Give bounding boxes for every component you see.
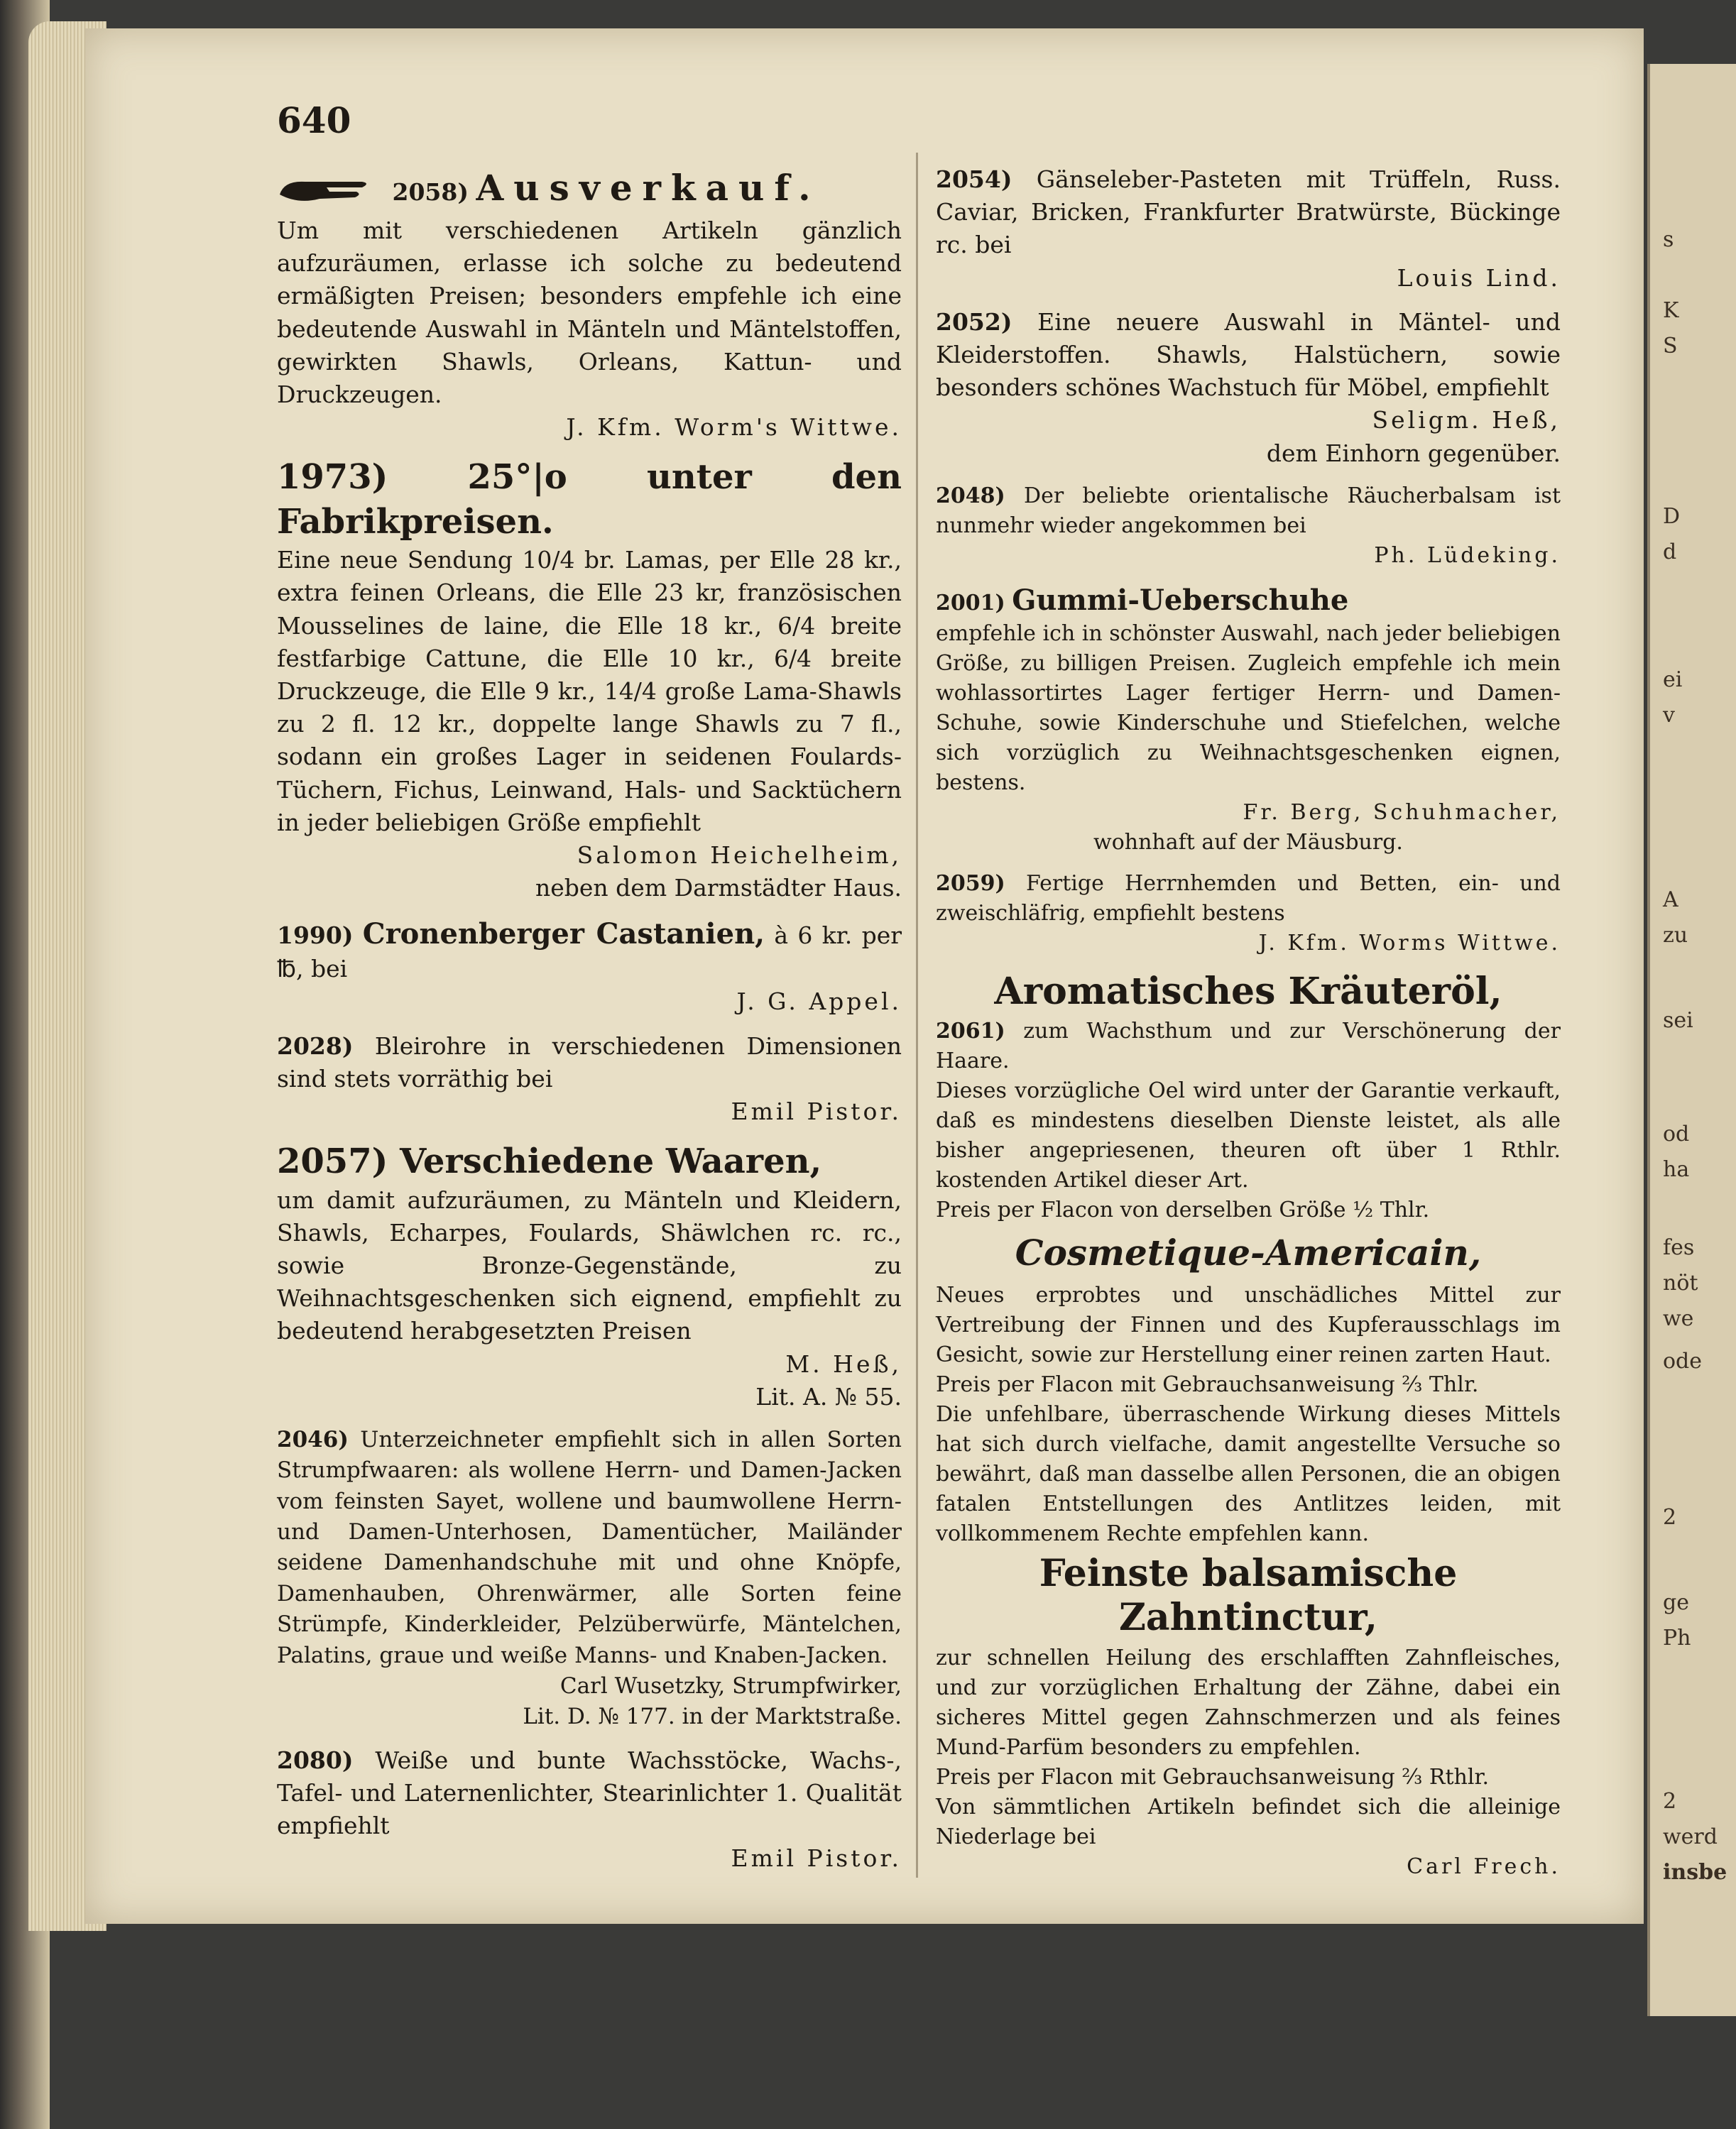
- next-page-fragment: A: [1663, 887, 1678, 912]
- ad-signature: Emil Pistor.: [731, 1844, 902, 1873]
- ad-body-4: zur schnellen Heilung des erschlafften Zahnfleisches, und zur vorzüglichen Erhaltung der Zähne, dabei ein sicheres Mittel gegen Zahnschmerzen und als feines Mund-Parfüm besonders zu empfehlen.: [936, 1645, 1561, 1760]
- page-number: 640: [277, 99, 351, 141]
- ad-2001: [936, 582, 1561, 858]
- ad-address: wohnhaft auf der Mäusburg.: [1093, 829, 1403, 855]
- ad-1973: [277, 455, 902, 904]
- ad-number: 2048): [936, 483, 1005, 508]
- ad-signature: Salomon Heichelheim,: [577, 841, 902, 869]
- ad-title: Ausverkauf.: [476, 167, 821, 209]
- ad-body: Gänseleber-Pasteten mit Trüffeln, Russ. Caviar, Bricken, Frankfurter Bratwürste, Bückinge rc. bei: [936, 165, 1561, 259]
- ad-2052: [936, 306, 1561, 470]
- ad-number: 1973): [277, 457, 388, 498]
- ad-subtitle: Cosmetique-Americain,: [1015, 1232, 1482, 1274]
- ad-body-3: Die unfehlbare, überraschende Wirkung dieses Mittels hat sich durch vielfache, damit angestellte Versuche so bewährt, daß man dasselbe allen Personen, die an obigen fatalen Entstellungen des Antlitzes leiden, mit vollkommenem Rechte empfehlen kann.: [936, 1402, 1561, 1547]
- next-page-fragment: sei: [1663, 1008, 1693, 1033]
- ad-2061: [936, 970, 1561, 1882]
- ad-signature: J. G. Appel.: [736, 987, 902, 1016]
- ad-price: Preis per Flacon von derselben Größe ½ Thlr.: [936, 1198, 1430, 1223]
- right-column: [936, 163, 1561, 1893]
- ad-number: 2058): [392, 178, 469, 206]
- ad-2057: [277, 1139, 902, 1413]
- ad-number: 1990): [277, 921, 354, 950]
- ad-number: 2061): [936, 1019, 1005, 1044]
- ad-body: Dieses vorzügliche Oel wird unter der Garantie verkauft, daß es mindestens dieselben Dienste leistet, als alle bisher angepriesenen, theuren oft über 1 Rthlr. kostenden Artikel dieser Art.: [936, 1078, 1561, 1193]
- ad-signature: Ph. Lüdeking.: [1374, 542, 1561, 568]
- ad-title: Aromatisches Kräuteröl,: [994, 969, 1502, 1013]
- ad-signature: Fr. Berg, Schuhmacher,: [1243, 799, 1561, 825]
- ad-2059: [936, 869, 1561, 958]
- ad-2028: [277, 1030, 902, 1129]
- next-page-fragment: insbe: [1663, 1860, 1727, 1885]
- ad-signature: Seligm. Heß,: [1372, 406, 1561, 434]
- ad-number: 2080): [277, 1746, 354, 1774]
- next-page-fragment: nöt: [1663, 1271, 1698, 1296]
- ad-2080: [277, 1744, 902, 1876]
- next-page-fragment: ode: [1663, 1349, 1703, 1374]
- ad-body: Um mit verschiedenen Artikeln gänzlich aufzuräumen, erlasse ich solche zu bedeutend ermäßigten Preisen; besonders empfehle ich eine bedeutende Auswahl in Mänteln und Mäntelstoffen, gewirkten Shawls, Orleans, Kattun- und Druckzeugen.: [277, 217, 902, 409]
- ad-signature: Louis Lind.: [1397, 263, 1561, 292]
- ad-signature: Carl Frech.: [1407, 1854, 1561, 1879]
- next-page-fragment: Ph: [1663, 1626, 1691, 1651]
- next-page-fragment: 2: [1663, 1789, 1677, 1814]
- next-page-fragment: d: [1663, 540, 1677, 564]
- ad-subtitle-2: Feinste balsamische Zahntinctur,: [1039, 1552, 1458, 1640]
- ad-signature: Carl Wusetzky, Strumpfwirker,: [559, 1673, 902, 1700]
- ad-body: um damit aufzuräumen, zu Mänteln und Kleidern, Shawls, Echarpes, Foulards, Shäwlchen rc. rc., sowie Bronze-Gegenstände, zu Weihnachtsgeschenken sich eignend, empfiehlt zu bedeutend herabgesetzten Preisen: [277, 1186, 902, 1345]
- ad-signature: Emil Pistor.: [731, 1098, 902, 1125]
- ad-address: Lit. A. № 55.: [755, 1382, 902, 1411]
- ad-number: 2046): [277, 1426, 349, 1452]
- ad-number: 2057): [277, 1142, 388, 1182]
- left-column: [277, 163, 902, 1887]
- ad-address: dem Einhorn gegenüber.: [1266, 439, 1561, 467]
- ad-body-5: Von sämmtlichen Artikeln befindet sich die alleinige Niederlage bei: [936, 1794, 1561, 1849]
- next-page-fragment: zu: [1663, 923, 1688, 948]
- ad-body: Der beliebte orientalische Räucherbalsam ist nunmehr wieder angekommen bei: [936, 483, 1561, 538]
- next-page-fragment: werd: [1663, 1824, 1718, 1849]
- ad-body-2: Neues erprobtes und unschädliches Mittel zur Vertreibung der Finnen und des Kupferausschlags im Gesicht, sowie zur Herstellung einer reinen zarten Haut.: [936, 1283, 1561, 1368]
- next-page-fragment: K: [1663, 298, 1679, 323]
- ad-body: Eine neuere Auswahl in Mäntel- und Kleiderstoffen. Shawls, Halstüchern, sowie besonders schönes Wachstuch für Möbel, empfiehlt: [936, 307, 1561, 402]
- ad-body: Bleirohre in verschiedenen Dimensionen sind stets vorräthig bei: [277, 1031, 902, 1093]
- next-page-edge: [1647, 64, 1736, 2016]
- ad-number: 2052): [936, 307, 1012, 336]
- pointing-hand-icon: [277, 173, 376, 214]
- ad-signature: J. Kfm. Worm's Wittwe.: [566, 413, 902, 442]
- next-page-fragment: ge: [1663, 1590, 1689, 1615]
- ad-number: 2028): [277, 1031, 354, 1060]
- next-page-fragment: v: [1663, 703, 1675, 728]
- ad-price-3: Preis per Flacon mit Gebrauchsanweisung ⅔ Rthlr.: [936, 1764, 1490, 1790]
- ad-body: Weiße und bunte Wachsstöcke, Wachs-, Tafel- und Laternenlichter, Stearinlichter 1. Qualität empfiehlt: [277, 1746, 902, 1840]
- ad-body: Unterzeichneter empfiehlt sich in allen Sorten Strumpfwaaren: als wollene Herrn- und Damen-Jacken vom feinsten Sayet, wollene und baumwollene Herrn- und Damen-Unterhosen, Damentücher, Mailänder seidene Damenhandschuhe mit und ohne Knöpfe, Damenhauben, Ohrenwärmer, alle Sorten feine Strümpfe, Kinderkleider, Pelzüberwürfe, Mäntelchen, Palatins, graue und weiße Manns- und Knaben-Jacken.: [277, 1426, 902, 1668]
- ad-body: empfehle ich in schönster Auswahl, nach jeder beliebigen Größe, zu billigen Preisen. Zugleich empfehle ich mein wohlassortirtes Lager fertiger Herrn- und Damen-Schuhe, sowie Kinderschuhe und Stiefelchen, welche sich vorzüglich zu Weihnachtsgeschenken eignen, bestens.: [936, 620, 1561, 795]
- ad-address: Lit. D. № 177. in der Marktstraße.: [523, 1704, 902, 1730]
- next-page-fragment: S: [1663, 334, 1678, 359]
- ad-signature: M. Heß,: [785, 1350, 902, 1378]
- ad-number: 2054): [936, 165, 1012, 193]
- next-page-fragment: ha: [1663, 1157, 1690, 1182]
- ad-2054: [936, 163, 1561, 295]
- column-divider: [916, 153, 918, 1878]
- ad-number: 2059): [936, 870, 1005, 896]
- ad-2048: [936, 481, 1561, 571]
- ad-number: 2001): [936, 590, 1005, 615]
- ad-title: Verschiedene Waaren,: [400, 1142, 822, 1182]
- next-page-fragment: s: [1663, 227, 1674, 252]
- ad-address: neben dem Darmstädter Haus.: [535, 874, 902, 902]
- ad-title: Gummi-Ueberschuhe: [1012, 583, 1349, 617]
- ad-signature: J. Kfm. Worms Wittwe.: [1258, 930, 1561, 956]
- ad-body: à 6 kr. per ℔, bei: [277, 921, 902, 983]
- ad-body: Eine neue Sendung 10/4 br. Lamas, per Elle 28 kr., extra feinen Orleans, die Elle 23 kr, französischen Mousselines de laine, die Elle 18 kr., 6/4 breite festfarbige Cattune, die Elle 10 kr., 6/4 breite Druckzeuge, die Elle 9 kr., 14/4 große Lama-Shawls zu 2 fl. 12 kr., doppelte lange Shawls zu 7 fl., sodann ein großes Lager in seidenen Foulards-Tüchern, Fichus, Leinwand, Hals- und Sacktüchern in jeder beliebigen Größe empfiehlt: [277, 546, 902, 836]
- next-page-fragment: we: [1663, 1306, 1694, 1331]
- next-page-fragment: D: [1663, 504, 1681, 529]
- ad-body: Fertige Herrnhemden und Betten, ein- und zweischläfrig, empfiehlt bestens: [936, 870, 1561, 926]
- next-page-fragment: ei: [1663, 667, 1683, 692]
- ad-title: Cronenberger Castanien,: [362, 917, 765, 951]
- ad-title: 25°|o unter den Fabrikpreisen.: [277, 457, 902, 542]
- next-page-fragment: 2: [1663, 1505, 1677, 1530]
- ad-price-2: Preis per Flacon mit Gebrauchsanweisung ⅔ Thlr.: [936, 1372, 1479, 1398]
- ad-intro: zum Wachsthum und zur Verschönerung der Haare.: [936, 1019, 1561, 1074]
- ad-1990: [277, 916, 902, 1018]
- ad-2046: [277, 1425, 902, 1733]
- next-page-fragment: fes: [1663, 1235, 1695, 1260]
- next-page-fragment: od: [1663, 1122, 1690, 1146]
- ad-2058: [277, 163, 902, 444]
